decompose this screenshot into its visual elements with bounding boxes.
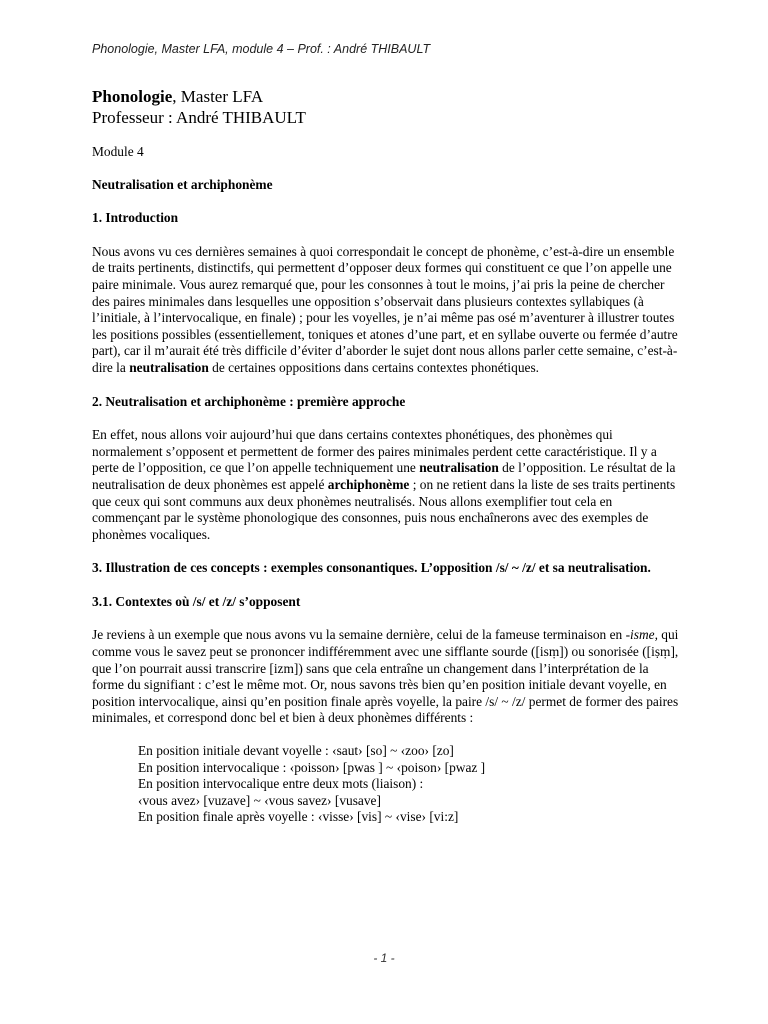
example-line: ‹vous avez› [vuzave] ~ ‹vous savez› [vusave] — [138, 792, 381, 808]
course-title-rest: , Master LFA — [172, 87, 264, 106]
s31-text-b: qui comme vous le savez peut se prononcer indifféremment avec une sifflante sourde ([isṃ]) ou sonorisée ([iṣṃ], que l’on pourrait aussi transcrire [izm]) sans que cela entraîne un changement dans l’interprétation de la forme du signifiant : c’est le même mot. Or, nous savons très bien qu’en position initiale devant voyelle, en position intervocalique, ainsi qu’en position finale après voyelle, la paire /s/ ~ /z/ permet de former des paires minimales, et correspond donc bel et bien à deux phonèmes différents : — [92, 627, 679, 726]
s2-bold-1: neutralisation — [419, 460, 499, 476]
subject-heading: Neutralisation et archiphonème — [92, 176, 273, 192]
course-title — [92, 86, 682, 107]
s2-text-c: ; on ne retient dans la liste de ses traits pertinents que ceux qui sont communs aux deux phonèmes neutralisés. Nous allons exemplifier tout cela en commençant par le système phonologique des consonnes, puis nous enchaînerons avec des exemples de phonèmes vocaliques. — [92, 476, 676, 542]
section-3-1-paragraph — [92, 627, 682, 727]
professor-line: Professeur : André THIBAULT — [92, 108, 306, 127]
example-line: En position intervocalique : ‹poisson› [pwas ] ~ ‹poison› [pwaz ] — [138, 759, 486, 775]
s1-bold: neutralisation — [129, 359, 209, 375]
section-1-heading: 1. Introduction — [92, 210, 179, 226]
example-line: En position finale après voyelle : ‹visse› [vis] ~ ‹vise› [vi:z] — [138, 809, 459, 825]
s1-text-a: Nous avons vu ces dernières semaines à quoi correspondait le concept de phonème, c’est-à-dire un ensemble de traits pertinents, distinctifs, qui permettent d’opposer deux formes qui constituent ce que l’on appelle une paire minimale. Vous aurez remarqué que, pour les consonnes à tout le moins, j’ai pris la peine de chercher des paires minimales dans lesquelles une opposition s’observait dans plusieurs contextes syllabiques (à l’initiale, à l’intervocalique, en finale) ; pour les voyelles, je n’ai même pas osé m’aventurer à illustrer toutes les positions possibles (essentiellement, toniques et atones d’une part, et en syllabe ouverte ou fermée d’autre part), car il m’aurait été très difficile d’éviter d’aborder le sujet dont nous allons parler cette semaine, c’est-à-dire la — [92, 243, 678, 375]
section-3-heading: 3. Illustration de ces concepts : exemples consonantiques. L’opposition /s/ ~ /z/ et sa neutralisation. — [92, 560, 651, 576]
course-title-bold: Phonologie — [92, 87, 173, 106]
s1-text-b: de certaines oppositions dans certains contextes phonétiques. — [208, 359, 540, 375]
s2-text-b: de l’opposition. Le résultat de la neutralisation de deux phonèmes est appelé — [92, 460, 676, 492]
s31-italic: -isme, — [625, 627, 658, 643]
section-2-heading: 2. Neutralisation et archiphonème : première approche — [92, 393, 406, 409]
examples-list — [92, 743, 682, 826]
section-3-1-heading: 3.1. Contextes où /s/ et /z/ s’opposent — [92, 593, 301, 609]
section-1-paragraph — [92, 244, 682, 377]
s2-bold-2: archiphonème — [327, 476, 410, 492]
s2-text-a: En effet, nous allons voir aujourd’hui que dans certains contextes phonétiques, des phonèmes qui normalement s’opposent et permettent de former des paires minimales perdent cette caractéristique. Il y a perte de l’opposition, ce que l’on appelle techniquement une — [92, 427, 657, 476]
module-label: Module 4 — [92, 144, 144, 159]
document-body — [92, 86, 682, 826]
section-2-paragraph — [92, 427, 682, 543]
page-number: - 1 - — [373, 951, 395, 965]
example-line: En position intervocalique entre deux mots (liaison) : — [138, 776, 424, 792]
running-header: Phonologie, Master LFA, module 4 – Prof. : André THIBAULT — [92, 42, 431, 56]
example-line: En position initiale devant voyelle : ‹saut› [so] ~ ‹zoo› [zo] — [138, 743, 454, 759]
s31-text-a: Je reviens à un exemple que nous avons vu la semaine dernière, celui de la fameuse terminaison en — [92, 627, 626, 643]
